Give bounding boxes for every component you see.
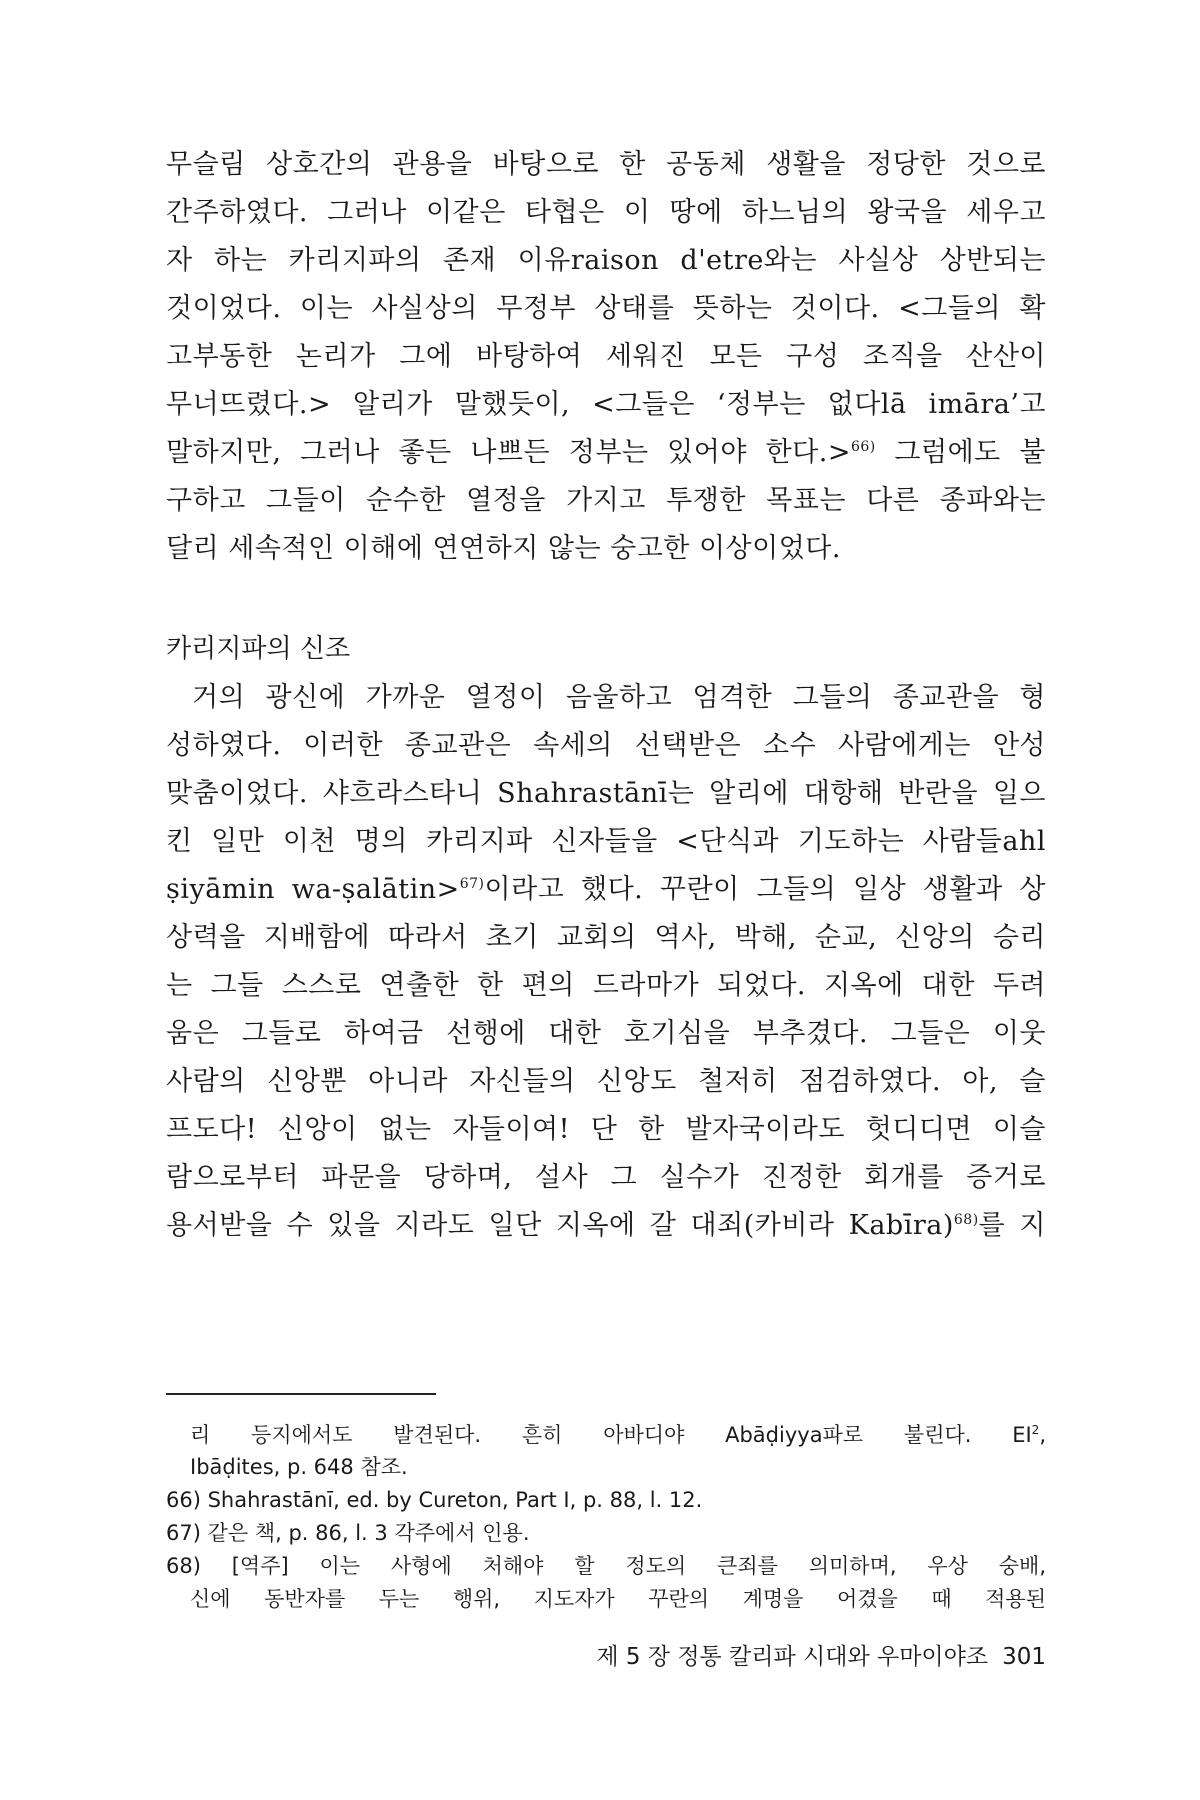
text-line: 사람의 신앙뿐 아니라 자신들의 신앙도 철저히 점검하였다. 아, 슬 (166, 1066, 1046, 1097)
text-segment: 리 등지에서도 발견된다. 흔히 아바디야 Abāḍiyya파로 불린다. EI (190, 1423, 1032, 1447)
text-line: 킨 일만 이천 명의 카리지파 신자들을 <단식과 기도하는 사람들ahl (166, 826, 1046, 857)
text-line (166, 435, 1046, 471)
text-line (166, 872, 1046, 908)
section-heading: 카리지파의 신조 (166, 634, 351, 664)
text-segment: 용서받을 수 있을 지라도 일단 지옥에 갈 대죄(카비라 Kabīra) (166, 1210, 954, 1241)
text-segment: 거의 광신에 가까운 열정이 음울하고 엄격한 그들의 종교관을 형 (192, 682, 1046, 713)
text-line: 간주하였다. 그러나 이같은 타협은 이 땅에 하느님의 왕국을 세우고 (166, 197, 1046, 228)
text-line: 맞춤이었다. 샤흐라스타니 Shahrastānī는 알리에 대항해 반란을 일으 (166, 778, 1046, 809)
text-line: 는 그들 스스로 연출한 한 편의 드라마가 되었다. 지옥에 대한 두려 (166, 970, 1046, 1001)
superscript: 2 (1031, 1423, 1040, 1437)
text-line: 무너뜨렸다.> 알리가 말했듯이, <그들은 ‘정부는 없다lā imāra’고 (166, 389, 1046, 420)
footnote-continuation-line: Ibāḍites, p. 648 참조. (190, 1455, 408, 1479)
text-segment: 말하지만, 그러나 좋든 나쁘든 정부는 있어야 한다.> (166, 437, 851, 468)
footnote-66: 66) Shahrastānī, ed. by Cureton, Part Ⅰ, p. 88, l. 12. (166, 1488, 703, 1512)
text-segment: ṣiyāmin wa-ṣalātin> (166, 874, 460, 905)
footnote-67: 67) 같은 책, p. 86, l. 3 각주에서 인용. (166, 1521, 530, 1545)
footnote-ref-68: 68) (953, 1212, 979, 1228)
text-line: 것이었다. 이는 사실상의 무정부 상태를 뜻하는 것이다. <그들의 확 (166, 293, 1046, 324)
text-line: 구하고 그들이 순수한 열정을 가지고 투쟁한 목표는 다른 종파와는 (166, 485, 1046, 516)
text-line: 고부동한 논리가 그에 바탕하여 세워진 모든 구성 조직을 산산이 (166, 341, 1046, 372)
text-line (166, 680, 1046, 716)
text-line: 상력을 지배함에 따라서 초기 교회의 역사, 박해, 순교, 신앙의 승리 (166, 922, 1046, 953)
footnote-68-continuation: 신에 동반자를 두는 행위, 지도자가 꾸란의 계명을 어겼을 때 적용된 (190, 1587, 1046, 1611)
page-number: 301 (1002, 1644, 1046, 1670)
text-line: 프도다! 신앙이 없는 자들이여! 단 한 발자국이라도 헛디디면 이슬 (166, 1114, 1046, 1145)
text-line: 람으로부터 파문을 당하며, 설사 그 실수가 진정한 회개를 증거로 (166, 1162, 1046, 1193)
text-segment: 를 지 (978, 1210, 1047, 1241)
text-line: 달리 세속적인 이해에 연연하지 않는 숭고한 이상이었다. (166, 533, 841, 564)
text-line: 무슬림 상호간의 관용을 바탕으로 한 공동체 생활을 정당한 것으로 (166, 149, 1046, 180)
footnote-divider (166, 1393, 436, 1395)
text-line: 성하였다. 이러한 종교관은 속세의 선택받은 소수 사람에게는 안성 (166, 730, 1046, 761)
footnote-ref-67: 67) (459, 876, 485, 892)
footnote-ref-66: 66) (850, 439, 876, 455)
text-segment: 이라고 했다. 꾸란이 그들의 일상 생활과 상 (484, 874, 1046, 905)
text-line: 자 하는 카리지파의 존재 이유raison d'etre와는 사실상 상반되는 (166, 245, 1046, 276)
chapter-title: 제 5 장 정통 칼리파 시대와 우마이야조 (596, 1644, 989, 1670)
footnote-continuation-line (190, 1420, 1046, 1450)
text-line (166, 1208, 1046, 1244)
footnote-68: 68) [역주] 이는 사형에 처해야 할 정도의 큰죄를 의미하며, 우상 숭배, (166, 1554, 1046, 1578)
running-footer (480, 1641, 1046, 1673)
text-segment: 그럼에도 불 (875, 437, 1046, 468)
text-line: 움은 그들로 하여금 선행에 대한 호기심을 부추겼다. 그들은 이웃 (166, 1018, 1046, 1049)
text-segment: , (1039, 1423, 1046, 1447)
